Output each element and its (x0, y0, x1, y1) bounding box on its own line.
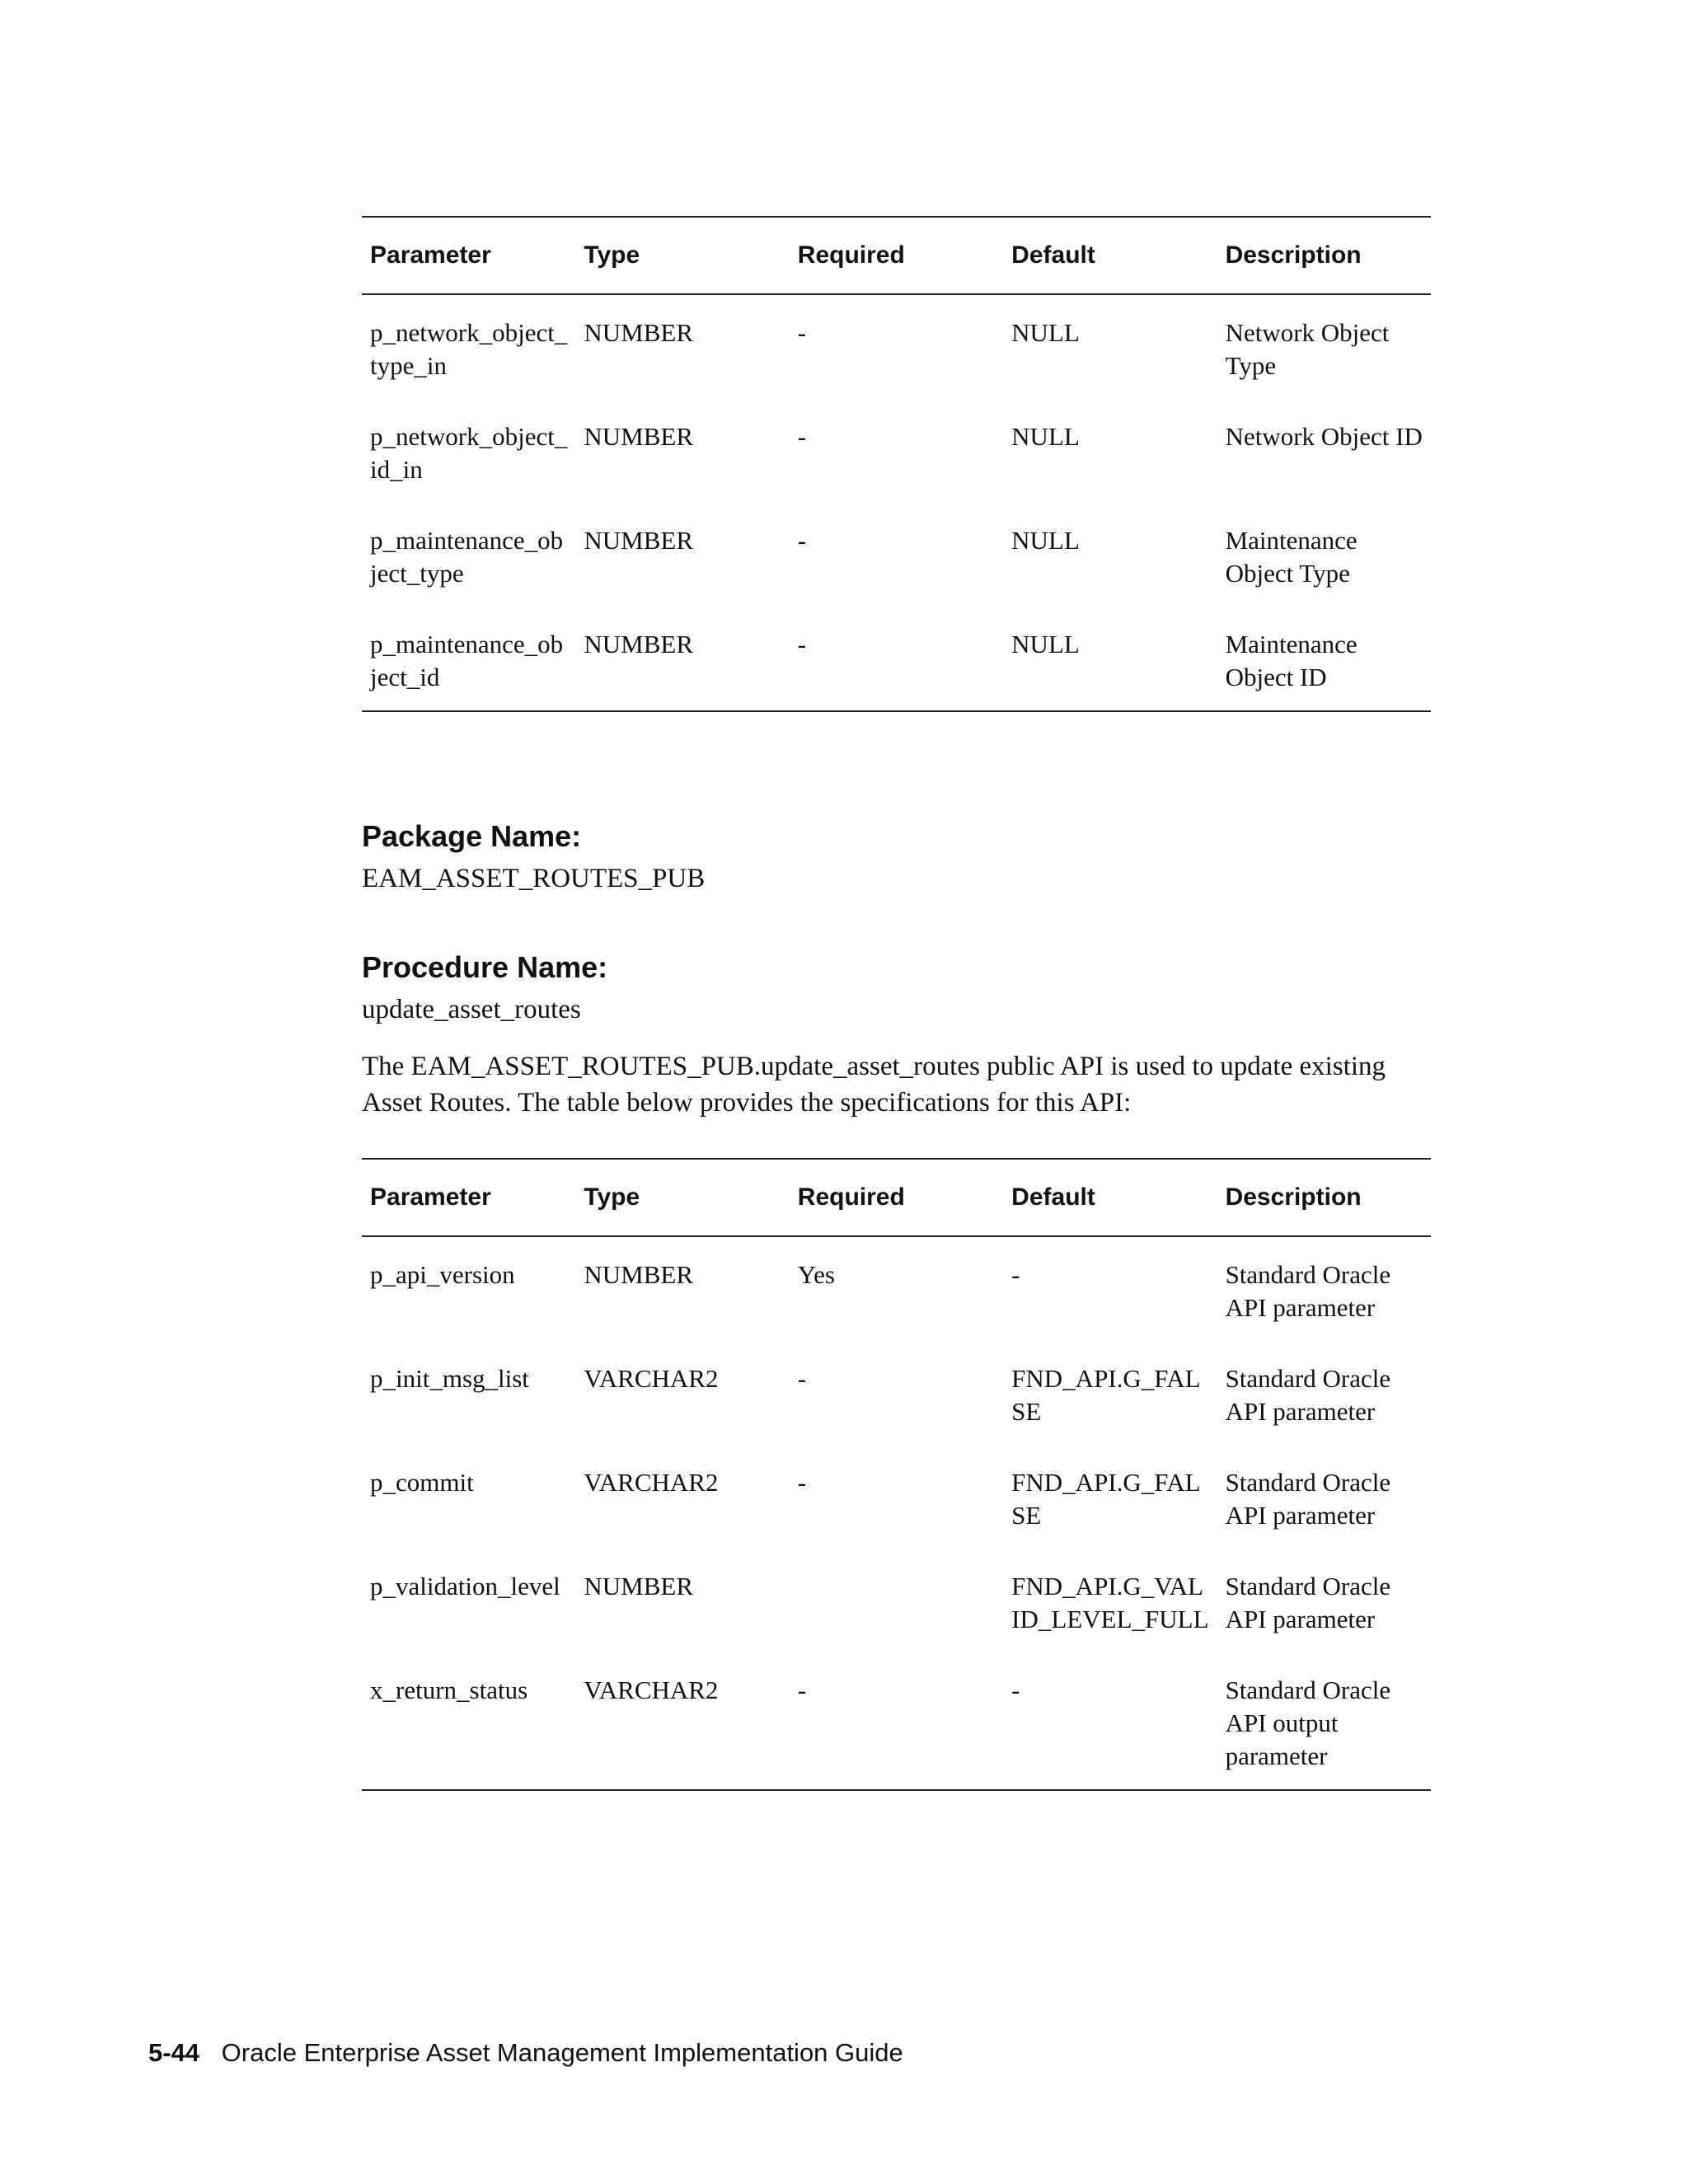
header-default: Default (1003, 217, 1217, 294)
cell-parameter: p_network_object_id_in (370, 422, 568, 484)
cell-description: Standard Oracle API parameter (1225, 1260, 1391, 1322)
header-type: Type (575, 1159, 789, 1236)
cell-description: Network Object ID (1225, 422, 1423, 451)
cell-default: NULL (1011, 422, 1080, 451)
table-row (362, 1341, 1431, 1445)
header-description: Description (1217, 1159, 1431, 1236)
cell-parameter: p_api_version (370, 1260, 515, 1289)
cell-description: Maintenance Object Type (1225, 526, 1357, 588)
cell-default: - (1011, 1260, 1020, 1289)
cell-type: NUMBER (584, 318, 694, 347)
cell-parameter: p_commit (370, 1468, 474, 1497)
header-parameter: Parameter (362, 1159, 575, 1236)
cell-parameter: p_validation_level (370, 1572, 560, 1601)
cell-type: NUMBER (584, 1260, 694, 1289)
cell-required: - (790, 1652, 1003, 1790)
cell-default: FND_API.G_VALID_LEVEL_FULL (1011, 1572, 1209, 1633)
cell-default: FND_API.G_FALSE (1011, 1364, 1201, 1426)
cell-description: Standard Oracle API output parameter (1217, 1652, 1431, 1790)
cell-required: - (797, 526, 807, 555)
table-row (362, 399, 1431, 503)
cell-required: - (790, 607, 1003, 711)
cell-type: NUMBER (584, 526, 694, 555)
header-description: Description (1217, 217, 1431, 294)
cell-parameter: p_init_msg_list (370, 1364, 529, 1393)
header-required: Required (790, 1159, 1003, 1236)
cell-type: VARCHAR2 (575, 1652, 789, 1790)
cell-type: VARCHAR2 (584, 1364, 719, 1393)
page-footer (148, 2038, 903, 2068)
table-header-row (362, 1159, 1431, 1236)
header-parameter: Parameter (362, 217, 575, 294)
page-number: 5-44 (148, 2038, 200, 2067)
parameters-table-1 (362, 216, 1431, 712)
procedure-name-value: update_asset_routes (362, 995, 581, 1024)
cell-description: Standard Oracle API parameter (1225, 1364, 1391, 1426)
cell-parameter: p_maintenance_object_id (362, 607, 575, 711)
parameters-table-2 (362, 1158, 1431, 1791)
header-required: Required (790, 217, 1003, 294)
cell-required: - (797, 318, 807, 347)
table-row (362, 607, 1431, 711)
cell-description: Network Object Type (1225, 318, 1390, 380)
cell-description: Maintenance Object ID (1217, 607, 1431, 711)
cell-default: FND_API.G_FALSE (1011, 1468, 1201, 1530)
table-row (362, 1549, 1431, 1652)
procedure-name-heading: Procedure Name: (362, 950, 608, 984)
table-row (362, 1236, 1431, 1341)
header-default: Default (1003, 1159, 1217, 1236)
package-name-value: EAM_ASSET_ROUTES_PUB (362, 864, 706, 893)
cell-parameter: p_network_object_type_in (370, 318, 568, 380)
table-row (362, 1652, 1431, 1790)
cell-required: - (797, 422, 807, 451)
cell-type: VARCHAR2 (584, 1468, 719, 1497)
cell-required: Yes (797, 1260, 835, 1289)
intro-paragraph: The EAM_ASSET_ROUTES_PUB.update_asset_routes public API is used to update existing Asset Routes. The table below provides the specifications for this API: (362, 1052, 1386, 1118)
cell-type: NUMBER (575, 607, 789, 711)
cell-required (790, 1549, 1003, 1652)
cell-type: NUMBER (584, 1572, 694, 1601)
cell-default: NULL (1003, 607, 1217, 711)
cell-parameter: x_return_status (362, 1652, 575, 1790)
cell-description: Standard Oracle API parameter (1225, 1572, 1391, 1633)
table-row (362, 503, 1431, 607)
cell-type: NUMBER (584, 422, 694, 451)
cell-default: NULL (1011, 526, 1080, 555)
table-row (362, 294, 1431, 399)
cell-description: Standard Oracle API parameter (1225, 1468, 1391, 1530)
cell-required: - (797, 1364, 807, 1393)
table-header-row (362, 217, 1431, 294)
table-row (362, 1445, 1431, 1549)
cell-default: NULL (1011, 318, 1080, 347)
book-title: Oracle Enterprise Asset Management Implementation Guide (221, 2038, 903, 2067)
package-name-heading: Package Name: (362, 819, 582, 853)
header-type: Type (575, 217, 789, 294)
cell-default: - (1003, 1652, 1217, 1790)
cell-required: - (797, 1468, 807, 1497)
cell-parameter: p_maintenance_object_type (370, 526, 564, 588)
